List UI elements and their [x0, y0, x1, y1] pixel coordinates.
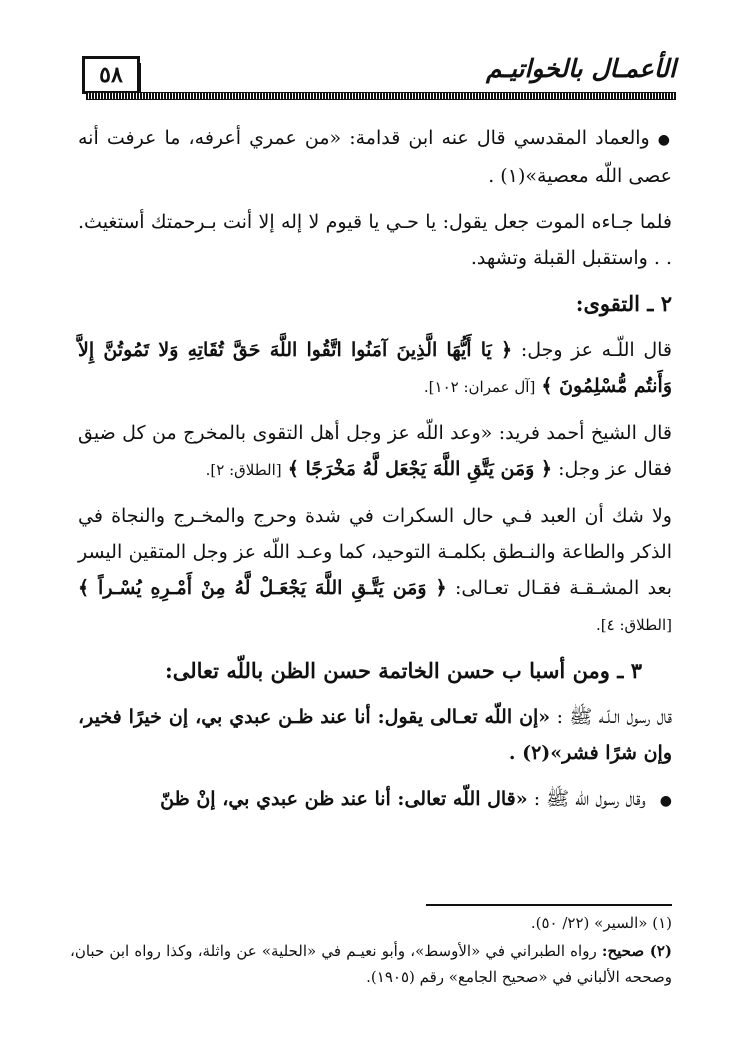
- footnote-label: (٢) صحيح:: [601, 942, 672, 960]
- hadith-text: «قال اللّه تعالى: أنا عند ظن عبدي بي، إنْ ظنّ: [160, 788, 528, 810]
- paragraph-hadith-2: [78, 781, 672, 819]
- running-title: الأعمـال بالخواتيـم: [485, 54, 676, 83]
- footnote-text: رواه الطبراني في «الأوسط»، وأبو نعيـم في «الحلية» عن واثلة، وكذا رواه ابن حبان، وصححه الألباني في «صحيح الجامع» رقم (١٩٠٥).: [70, 942, 672, 986]
- hadith-text: «إن اللّه تعـالى يقول: أنا عند ظـن عبدي بي، إن خيرًا فخير، وإن شرًا فشر»(٢) .: [78, 706, 672, 764]
- main-text: [78, 120, 672, 829]
- quran-verse: ﴿ وَمَن يَتَّقِ اللَّهَ يَجْعَل لَّهُ مَخْرَجًا ﴾: [287, 458, 553, 480]
- paragraph-text: ولا شك أن العبد فـي حال السكرات في شدة وحرج والمخـرج والنجاة في الذكر والطاعة والنـطق بكلمـة التوحيد، كما وعـد اللّه عز وجل المتقين اليسر بعد المشـقـة فقـال تعـالى:: [78, 505, 672, 599]
- page-number: ٥٨: [82, 56, 140, 94]
- quran-verse: ﴿ يَا أَيُّهَا الَّذِينَ آمَنُوا اتَّقُوا اللَّهَ حَقَّ تُقَاتِهِ وَلا تَمُوتُنَّ إِلاَّ وَأَنتُم مُّسْلِمُونَ ﴾: [78, 339, 672, 397]
- hadith-intro: وقال رسول اللّه ﷺ :: [533, 788, 646, 810]
- quote-intro: قال الشيخ أحمد فريد: «وعد اللّه عز وجل أهل التقوى بالمخرج من كل ضيق فقال عز وجل:: [78, 422, 672, 480]
- footnote-divider: [426, 904, 672, 906]
- paragraph-taqwa-verse: [78, 332, 672, 405]
- page-header: [82, 50, 676, 104]
- heading-husn-al-zann: ٣ ـ ومن أسبا ب حسن الخاتمة حسن الظن باللّه تعالى:: [164, 658, 642, 683]
- heading-taqwa: ٢ ـ التقوى:: [575, 291, 672, 316]
- hadith-intro: قال رسول الـلّـه ﷺ :: [556, 706, 673, 728]
- verse-intro: قال اللّـه عز وجل:: [520, 339, 673, 361]
- quran-verse: ﴿ وَمَن يَتَّـقِ اللَّهَ يَجْعَـلْ لَّهُ مِنْ أَمْـرِهِ يُسْـراً ﴾: [78, 577, 447, 599]
- footnote-2: [70, 938, 672, 990]
- header-rule: [86, 92, 676, 100]
- paragraph-hadith-1: [78, 699, 672, 771]
- paragraph-ahmad-farid: [78, 415, 672, 488]
- footnote-1: (١) «السير» (٢٢/ ٥٠).: [530, 914, 672, 932]
- verse-reference: [الطلاق: ٤].: [596, 616, 672, 634]
- paragraph-sakarat: [78, 498, 672, 643]
- verse-reference: [آل عمران: ١٠٢].: [423, 378, 536, 396]
- paragraph-death: فلما جـاءه الموت جعل يقول: يا حـي يا قيوم لا إله إلا أنت بـرحمتك أستغيث. . . واستقبل القبلة وتشهد.: [78, 211, 672, 269]
- paragraph-imad: ● والعماد المقدسي قال عنه ابن قدامة: «من عمري أعرفه، ما عرفت أنه عصى اللّه معصية»(١) .: [78, 120, 672, 194]
- footnotes: [70, 910, 672, 992]
- verse-reference: [الطلاق: ٢].: [205, 461, 282, 479]
